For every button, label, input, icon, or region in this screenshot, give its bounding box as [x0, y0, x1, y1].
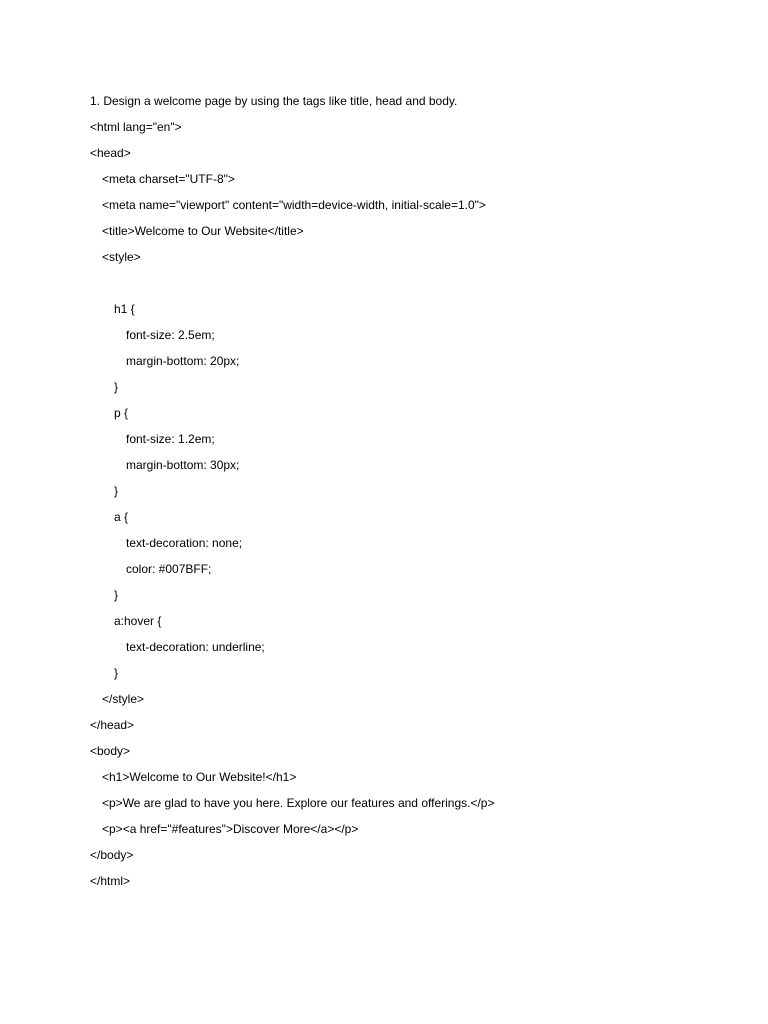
code-line: <head> — [90, 146, 131, 160]
blank-line — [90, 274, 730, 300]
question-heading: 1. Design a welcome page by using the tags like title, head and body. — [90, 94, 458, 108]
code-line: <meta name="viewport" content="width=device-width, initial-scale=1.0"> — [102, 198, 486, 212]
code-line: <body> — [90, 744, 131, 758]
code-line: color: #007BFF; — [126, 562, 212, 576]
code-line: a { — [114, 510, 129, 524]
code-line: <p>We are glad to have you here. Explore our features and offerings.</p> — [102, 796, 495, 810]
code-line: text-decoration: none; — [126, 536, 243, 550]
code-line: </style> — [102, 692, 145, 706]
code-line: font-size: 1.2em; — [126, 432, 215, 446]
code-line: } — [114, 484, 119, 498]
code-line: h1 { — [114, 302, 135, 316]
code-line: } — [114, 588, 119, 602]
code-line: font-size: 2.5em; — [126, 328, 215, 342]
code-line: </head> — [90, 718, 135, 732]
code-line: text-decoration: underline; — [126, 640, 265, 654]
code-line: <html lang="en"> — [90, 120, 182, 134]
code-line: a:hover { — [114, 614, 162, 628]
code-line: <h1>Welcome to Our Website!</h1> — [102, 770, 297, 784]
code-line: <title>Welcome to Our Website</title> — [102, 224, 304, 238]
code-line: <p><a href="#features">Discover More</a></p> — [102, 822, 359, 836]
code-line: <style> — [102, 250, 141, 264]
code-line: } — [114, 666, 119, 680]
code-line: margin-bottom: 30px; — [126, 458, 240, 472]
document-body — [90, 92, 730, 898]
code-line: } — [114, 380, 119, 394]
code-line: <meta charset="UTF-8"> — [102, 172, 235, 186]
code-line: </html> — [90, 874, 131, 888]
code-line: margin-bottom: 20px; — [126, 354, 240, 368]
code-line: </body> — [90, 848, 134, 862]
code-line: p { — [114, 406, 129, 420]
